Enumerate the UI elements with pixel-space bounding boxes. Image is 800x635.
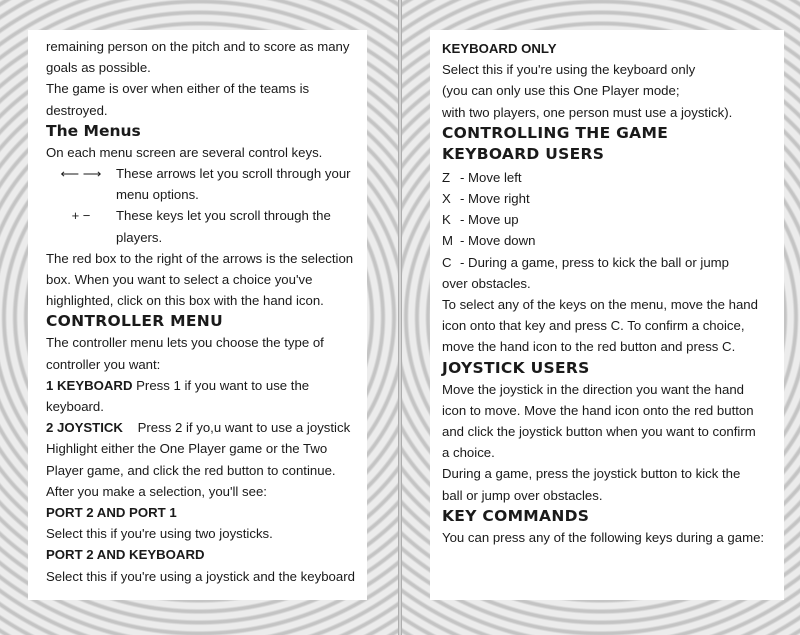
joystick-users-heading: JOYSTICK USERS: [442, 358, 590, 377]
intro-line: remaining person on the pitch and to score as many: [46, 39, 350, 54]
controller-intro-line: controller you want:: [46, 356, 161, 372]
left-text-panel: [28, 30, 367, 600]
key-letter: K: [442, 212, 451, 228]
key-desc: - Move left: [460, 169, 522, 185]
joystick-line: Move the joystick in the direction you want the hand: [442, 381, 745, 397]
plus-minus-icon: + −: [71, 208, 91, 224]
key-desc: - During a game, press to kick the ball or jump: [460, 254, 729, 270]
key-row: [442, 167, 776, 188]
port2-port1-text: Select this if you're using two joysticks.: [46, 526, 273, 542]
joystick-option-text: Press 2 if yo,u want to use a joystick: [122, 420, 351, 436]
select-keys-line: icon onto that key and press C. To confirm a choice,: [442, 318, 745, 334]
joystick-line: a choice.: [442, 445, 495, 461]
joystick-option: [46, 417, 357, 438]
after-joystick-line: Highlight either the One Player game or the Two: [46, 441, 328, 457]
select-keys-line: To select any of the keys on the menu, move the hand: [442, 297, 758, 313]
right-text-panel: [430, 30, 784, 600]
key-desc: - Move up: [460, 212, 519, 228]
controller-menu-heading: CONTROLLER MENU: [46, 312, 223, 331]
intro-line: goals as possible.: [46, 60, 151, 76]
joystick-option-label: 2 JOYSTICK: [46, 420, 123, 436]
joystick-line: and click the joystick button when you want to confirm: [442, 424, 756, 440]
keyboard-only-line: (you can only use this One Player mode;: [442, 83, 680, 99]
redbox-line: box. When you want to select a choice you've: [46, 272, 313, 288]
menus-intro: On each menu screen are several control keys.: [46, 144, 323, 160]
redbox-line: highlighted, click on this box with the hand icon.: [46, 293, 324, 309]
keyboard-option-text2: keyboard.: [46, 399, 104, 415]
keyboard-only-line: with two players, one person must use a joystick).: [442, 104, 733, 120]
keyboard-option-label: 1 KEYBOARD: [46, 377, 133, 393]
keyboard-only-heading: KEYBOARD ONLY: [442, 41, 557, 56]
key-row: [442, 188, 776, 209]
select-keys-line: move the hand icon to the red button and press C.: [442, 339, 736, 355]
key-letter: C: [442, 254, 452, 270]
key-row: [442, 230, 776, 251]
key-commands-text: You can press any of the following keys during a game:: [442, 529, 765, 545]
port2-port1-heading: PORT 2 AND PORT 1: [46, 505, 177, 521]
key-commands-heading: KEY COMMANDS: [442, 506, 590, 525]
controlling-game-heading: CONTROLLING THE GAME: [442, 123, 669, 142]
intro-line: destroyed.: [46, 102, 108, 118]
keyboard-option: [46, 375, 357, 396]
intro-line: The game is over when either of the teams is: [46, 81, 310, 97]
port2-keyboard-heading: PORT 2 AND KEYBOARD: [46, 547, 205, 563]
controller-intro-line: The controller menu lets you choose the type of: [46, 335, 324, 351]
key-letter: Z: [442, 169, 451, 185]
after-joystick-line: After you make a selection, you'll see:: [46, 483, 267, 499]
menus-heading: The Menus: [46, 121, 141, 140]
redbox-line: The red box to the right of the arrows is the selection: [46, 250, 354, 266]
keyboard-option-text: Press 1 if you want to use the: [132, 377, 310, 393]
plusminus-desc: These keys let you scroll through the players.: [116, 208, 331, 245]
key-row: [442, 209, 776, 230]
kick-continuation: over obstacles.: [442, 275, 531, 291]
key-row: [442, 252, 776, 273]
key-desc: - Move down: [460, 233, 536, 249]
arrows-row: [46, 163, 357, 205]
plusminus-row: [46, 205, 357, 247]
arrows-desc: These arrows let you scroll through your menu options.: [116, 166, 351, 203]
arrows-icon: ⟵ ⟶: [60, 166, 102, 182]
key-desc: - Move right: [460, 191, 530, 207]
key-letter: X: [442, 191, 451, 207]
key-letter: M: [442, 233, 453, 249]
during-game-line: ball or jump over obstacles.: [442, 487, 603, 503]
during-game-line: During a game, press the joystick button to kick the: [442, 466, 741, 482]
joystick-line: icon to move. Move the hand icon onto the red button: [442, 402, 754, 418]
port2-keyboard-text: Select this if you're using a joystick and the keyboard: [46, 568, 355, 584]
keyboard-users-heading: KEYBOARD USERS: [442, 144, 605, 163]
keyboard-only-line: Select this if you're using the keyboard only: [442, 62, 696, 78]
after-joystick-line: Player game, and click the red button to continue.: [46, 462, 336, 478]
